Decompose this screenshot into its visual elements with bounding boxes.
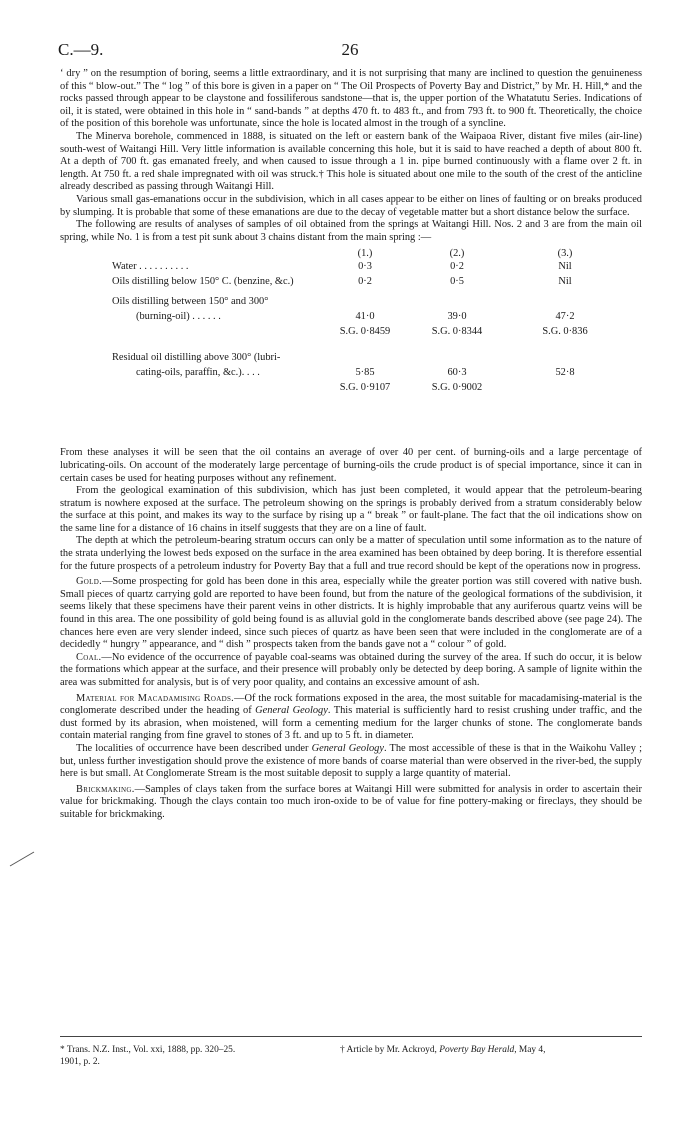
paragraph-gold [60, 576, 642, 652]
page-number: 26 [341, 40, 359, 59]
footnote-2 [340, 1045, 640, 1057]
footnote-text: 1901, p. 2. [60, 1056, 100, 1067]
cross-reference: General Geology [311, 742, 384, 754]
paragraph-macadamising [60, 693, 642, 743]
table-cell: 5·85 [355, 367, 375, 379]
footnote-text: † Article by Mr. Ackroyd, [340, 1045, 440, 1055]
table-cell: 52·8 [555, 367, 575, 379]
paragraph-localities [60, 743, 642, 781]
footnote-text: * Trans. N.Z. Inst., Vol. xxi, 1888, pp. 320–25. [60, 1045, 236, 1055]
footnote-source: Poverty Bay Herald [439, 1045, 515, 1055]
paragraph-coal [60, 652, 642, 690]
row-label: Oils distilling below 150° C. (benzine, &c.) [112, 276, 294, 288]
paragraph: From these analyses it will be seen that the oil contains an average of over 40 per cent. of burning-oils and a large percentage of lubricating-oils. On account of the moderately large percentage of burning-oils the crude product is of special importance, since it can in certain cases be used for heating purposes without any refinement. [60, 447, 642, 484]
table-cell: Nil [558, 276, 572, 288]
paragraph-text: . This material is sufficiently hard to resist crushing under traffic, and the dust formed by its abrasion, when moistened, will form a cementing medium for the larger chunks of stone. The conglomerate bands contain material ranging from fine gravel to stones of 3 ft. and up to 5 ft. in diameter. [60, 705, 643, 742]
table-cell: 0·2 [450, 261, 464, 273]
footnote-text: , May 4, [514, 1045, 546, 1055]
section-heading: Coal. [76, 651, 102, 663]
section-heading: Material for Macadamising Roads. [76, 692, 235, 704]
table-cell: 0·3 [358, 261, 372, 273]
paragraph-text: —Some prospecting for gold has been done in this area, especially while the greater portion was still covered with native bush. Small pieces of quartz carrying gold are reported to have been found, but from the nature of the geological formations of the subdivision, it seems likely that these specimens have their parent veins in other districts. It is highly improbable that any auriferous quartz veins will be found in this area. The one possibility of gold being found is as alluvial gold in the conglomerate bands described above (see page 24). The chances here even are very slender indeed, since such pieces of quartz as have been seen that were included in the conglomerate are of a decidedly “ hungry ” appearance, and “ dish ” prospects taken from the bands gave not a “ colour ” of gold. [60, 576, 642, 651]
pencil-margin-mark [8, 848, 38, 868]
table-cell: 0·5 [450, 276, 464, 288]
column-header: (2.) [449, 248, 465, 260]
page-body [60, 68, 642, 822]
footnote-1 [60, 1045, 330, 1068]
row-label: cating-oils, paraffin, &c.). . . . [136, 367, 260, 379]
analysis-table [60, 246, 642, 444]
row-label: Oils distilling between 150° and 300° [112, 296, 269, 308]
table-cell: 41·0 [355, 311, 375, 323]
column-header: (1.) [357, 248, 373, 260]
table-cell: 60·3 [447, 367, 467, 379]
paragraph-brickmaking [60, 784, 642, 822]
footnote-rule [60, 1036, 642, 1037]
table-cell: S.G. 0·9107 [339, 382, 391, 394]
column-header: (3.) [557, 248, 573, 260]
paragraph-text: —Of the rock formations exposed in the area, the most suitable for macadamising-material is the conglomerate described under the heading of [60, 692, 642, 717]
section-heading: Gold. [76, 576, 102, 588]
table-cell: 47·2 [555, 311, 575, 323]
paragraph: The following are results of analyses of samples of oil obtained from the springs at Waitangi Hill. Nos. 2 and 3 are from the main oil spring, while No. 1 is from a test pit sunk about 3 chains distant from the main spring :— [60, 219, 642, 243]
table-cell: 39·0 [447, 311, 467, 323]
paragraph: Various small gas-emanations occur in the subdivision, which in all cases appear to be either on lines of faulting or on breaks produced by slumping. It is probable that some of these emanations are due to the decay of vegetable matter but a short distance below the surface. [60, 193, 642, 218]
table-cell: S.G. 0·8459 [339, 326, 391, 338]
table-cell: S.G. 0·836 [542, 326, 588, 338]
section-heading: Brickmaking. [76, 783, 135, 795]
table-cell: Nil [558, 261, 572, 273]
paragraph: From the geological examination of this subdivision, which has just been completed, it would appear that the petroleum-bearing stratum is nowhere exposed at the surface. The petroleum showing on the springs is probably derived from a stratum considerably below the surface at this point, and makes its way to the surface by rising up a “ break ” or fault-plane. The fact that the oil indications show on the same line for a distance of 16 chains in itself suggests that they are on a line of fault. [60, 485, 642, 534]
paragraph: The Minerva borehole, commenced in 1888, is situated on the left or eastern bank of the Waipaoa River, distant five miles (air-line) south-west of Waitangi Hill. Very little information is available concerning this hole, but it is said to have reached a depth of about 800 ft. At a depth of 700 ft. gas emanated freely, and when caused to issue through a 1 in. pipe burned continuously with a flame over 2 ft. in length. At 750 ft. a red shale impregnated with oil was struck.† This hole is situated about one mile to the south of the crest of the anticline already described as passing through Waitangi Hill. [60, 130, 642, 193]
row-label: Residual oil distilling above 300° (lubri- [112, 352, 281, 364]
table-cell: S.G. 0·8344 [431, 326, 483, 338]
paragraph-text: . The most accessible of these is that in the Waikohu Valley ; but, unless further investigation should prove the existence of more bands of coarse material than were observed in the river-bed, the supply here is but small. At Conglomerate Stream is the most suitable deposit to supply a large quantity of material. [60, 742, 642, 780]
sheet-reference: C.—9. [58, 40, 104, 59]
cross-reference: General Geology [255, 705, 328, 717]
paragraph: The depth at which the petroleum-bearing stratum occurs can only be a matter of speculation until some information as to the nature of the strata underlying the lowest beds exposed on the surface in the area examined has been obtained by deep boring. It is therefore essential for the future prospects of a petroleum industry for Poverty Bay that a full and true record should be kept of the operations now in progress. [60, 535, 642, 572]
paragraph: ‘ dry ” on the resumption of boring, seems a little extraordinary, and it is not surprising that many are inclined to question the genuineness of this “ blow-out.” The “ log ” of this bore is given in a paper on “ The Oil Prospects of Poverty Bay and District,” by Mr. H. Hill,* and the rocks passed through appear to be claystone and fossiliferous sandstone—that is, the upper portion of the Whatatutu Series. Indications of oil, it is stated, were obtained in this hole in “ sand-bands ” at depths 470 ft. to 483 ft., and from 793 ft. to 900 ft. Theoretically, the choice of the position of this borehole was unfortunate, since the hole is located almost in the trough of a syncline. [60, 68, 642, 130]
paragraph-text: The localities of occurrence have been described under [76, 742, 312, 754]
paragraph-text: —Samples of clays taken from the surface bores at Waitangi Hill were submitted for analysis in order to ascertain their value for brickmaking. Though the clays contain too much iron-oxide to be of value for fine pottery-making or fireclays, they should be suitable for brickmaking. [60, 783, 642, 820]
table-cell: 0·2 [358, 276, 372, 288]
paragraph-text: —No evidence of the occurrence of payable coal-seams was obtained during the survey of the area. If such do occur, it is below the formations which appear at the surface, and their presence will probably only be detected by deep boring. A sample of lignite within the area was submitted for analysis, but is of very poor quality, and contains an excessive amount of ash. [60, 651, 642, 688]
table-cell: S.G. 0·9002 [431, 382, 483, 394]
row-label: Water . . . . . . . . . . [112, 261, 189, 273]
row-label: (burning-oil) . . . . . . [136, 311, 221, 323]
